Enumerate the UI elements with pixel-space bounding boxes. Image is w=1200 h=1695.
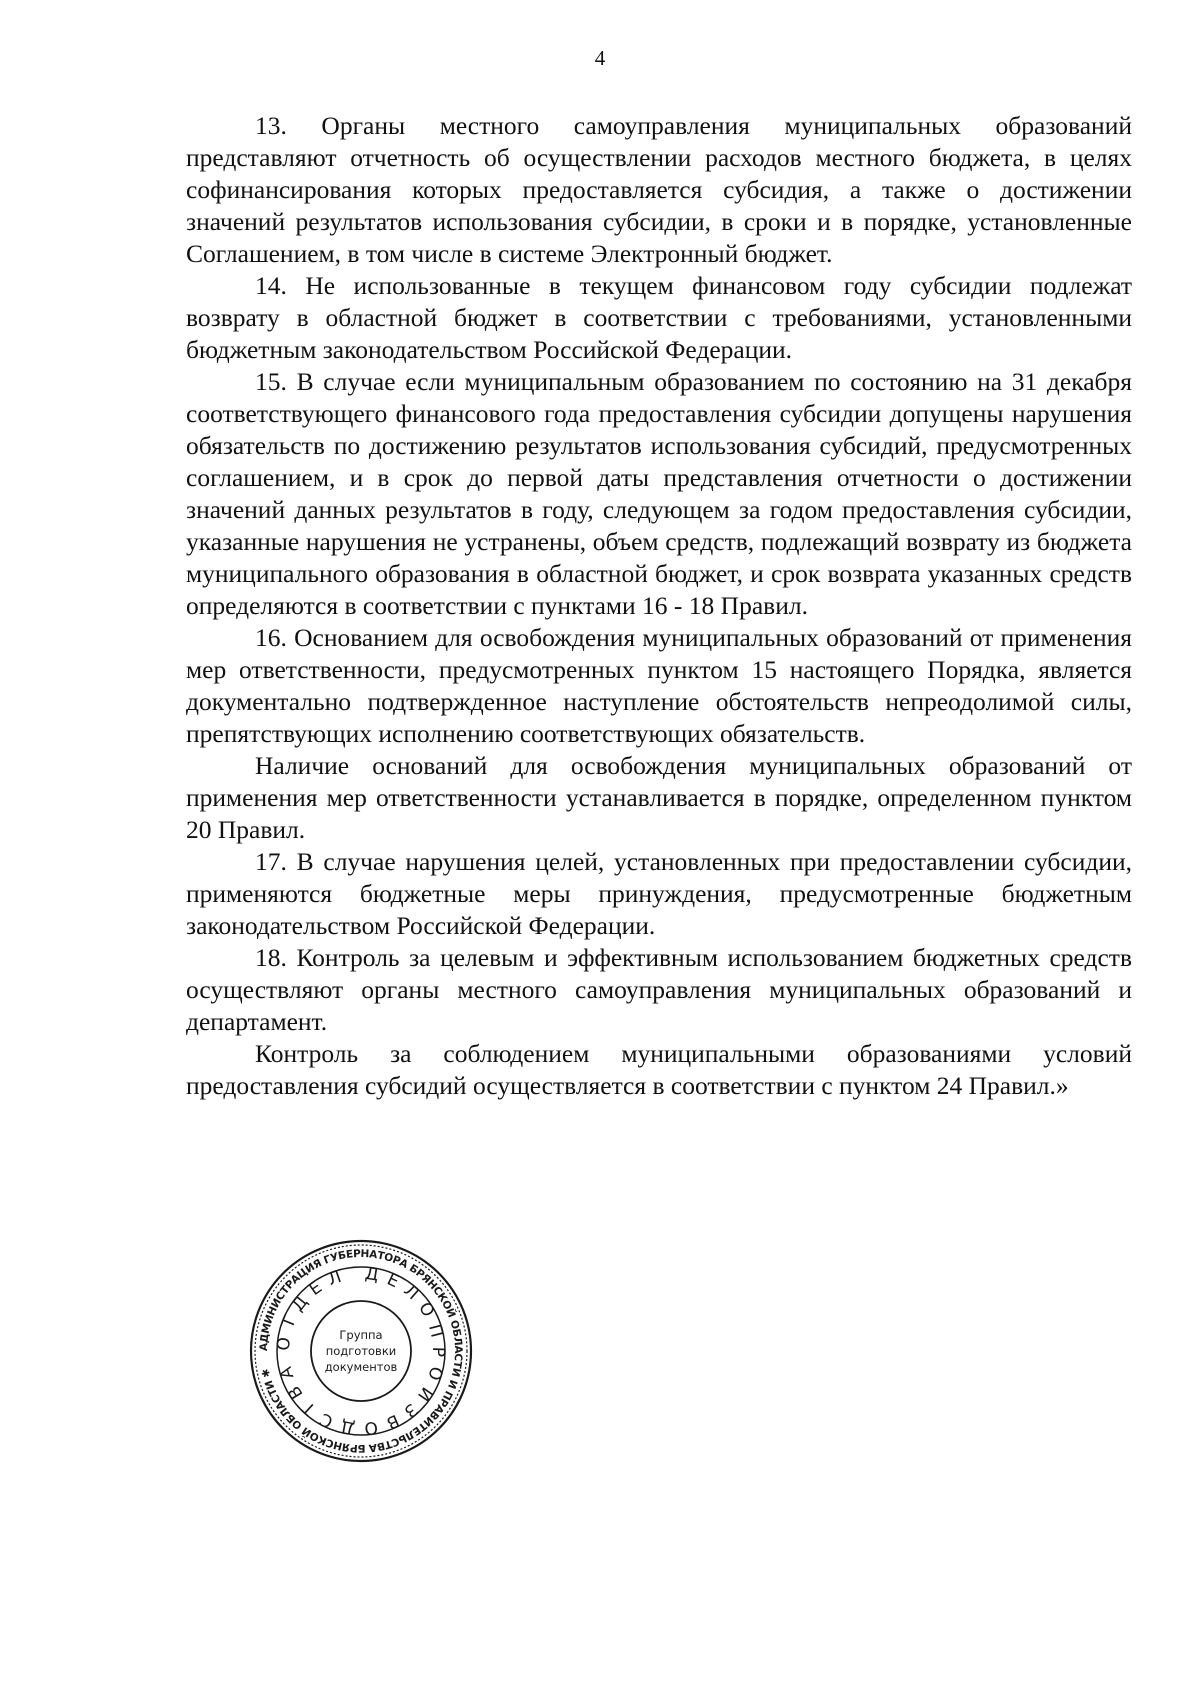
paragraph-14: 14. Не использованные в текущем финансовом году субсидии подлежат возврату в областной бюджет в соответствии с требованиями, установленными бюджетным законодательством Российской Федерации. (186, 271, 1132, 364)
seal-center-line-3: документов (324, 1360, 398, 1374)
seal-inner-ring-text: ОТДЕЛ ДЕЛОПРОИЗВОДСТВА (273, 1263, 449, 1439)
page-number: 4 (594, 46, 606, 70)
paragraph-16: 16. Основанием для освобождения муниципальных образований от применения мер ответственности, предусмотренных пунктом 15 настоящего Порядка, является документально подтвержденное наступление обстоятельств непреодолимой силы, препятствующих исполнению соответствующих обязательств. (186, 623, 1132, 748)
paragraph-18: 18. Контроль за целевым и эффективным использованием бюджетных средств осуществляют органы местного самоуправления муниципальных образований и департамент. (186, 943, 1132, 1036)
seal-center-line-1: Группа (339, 1328, 383, 1342)
official-seal-stamp (246, 1236, 476, 1466)
seal-center-line-2: подготовки (325, 1344, 397, 1358)
paragraph-15: 15. В случае если муниципальным образованием по состоянию на 31 декабря соответствующего финансового года предоставления субсидии допущены нарушения обязательств по достижению результатов использования субсидий, предусмотренных соглашением, и в срок до первой даты представления отчетности о достижении значений данных результатов в году, следующем за годом предоставления субсидии, указанные нарушения не устранены, объем средств, подлежащий возврату из бюджета муниципального образования в областной бюджет, и срок возврата указанных средств определяются в соответствии с пунктами 16 - 18 Правил. (186, 367, 1132, 620)
paragraph-17: 17. В случае нарушения целей, установленных при предоставлении субсидии, применяются бюджетные меры принуждения, предусмотренные бюджетным законодательством Российской Федерации. (186, 847, 1132, 940)
paragraph-13: 13. Органы местного самоуправления муниципальных образований представляют отчетность об осуществлении расходов местного бюджета, в целях софинансирования которых предоставляется субсидия, а также о достижении значений результатов использования субсидии, в сроки и в порядке, установленные Соглашением, в том числе в системе Электронный бюджет. (186, 111, 1132, 268)
paragraph-18-continuation: Контроль за соблюдением муниципальными образованиями условий предоставления субсидий осуществляется в соответствии с пунктом 24 Правил.» (186, 1039, 1132, 1100)
paragraph-16-continuation: Наличие оснований для освобождения муниципальных образований от применения мер ответственности устанавливается в порядке, определенном пунктом 20 Правил. (186, 751, 1132, 844)
document-body (186, 110, 1132, 1102)
seal-outer-ring-text: АДМИНИСТРАЦИЯ ГУБЕРНАТОРА БРЯНСКОЙ ОБЛАСТИ И ПРАВИТЕЛЬСТВА БРЯНСКОЙ ОБЛАСТИ ✱ (257, 1247, 465, 1455)
